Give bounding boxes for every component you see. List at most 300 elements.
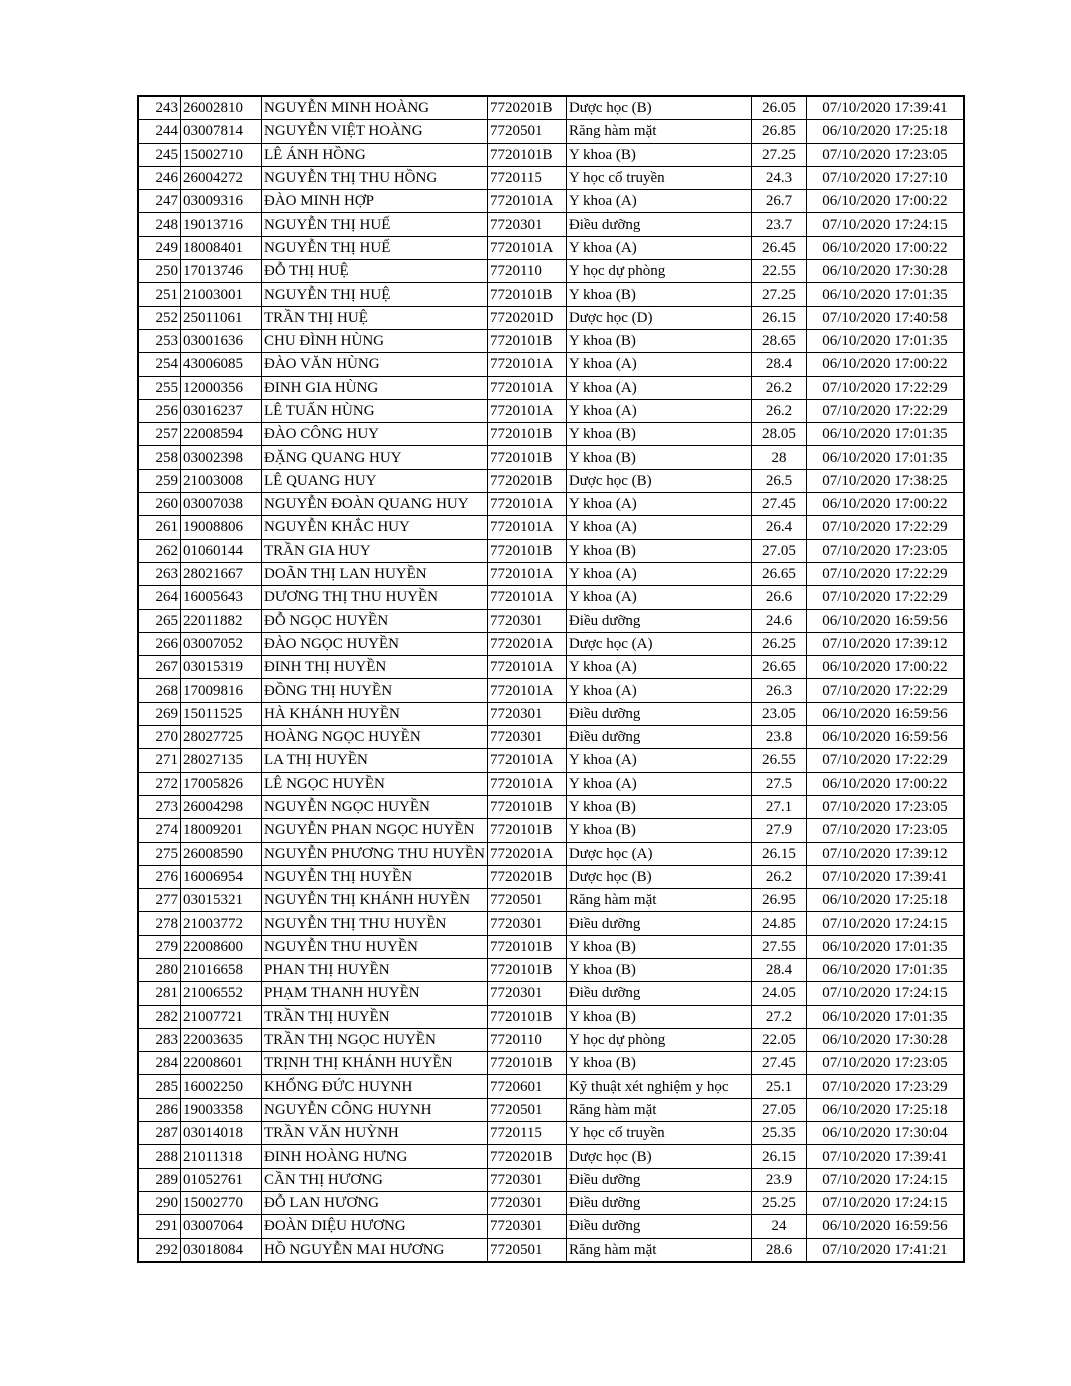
timestamp-cell: 06/10/2020 17:25:18 xyxy=(806,120,964,143)
major-name-cell: Y khoa (A) xyxy=(566,586,751,609)
score-cell: 26.45 xyxy=(751,236,806,259)
table-row xyxy=(138,376,964,399)
score-cell: 26.15 xyxy=(751,306,806,329)
timestamp-cell: 06/10/2020 16:59:56 xyxy=(806,609,964,632)
candidate-name-cell: NGUYỄN THỊ KHÁNH HUYỀN xyxy=(262,889,488,912)
candidate-name-cell: ĐỖ NGỌC HUYỀN xyxy=(262,609,488,632)
table-row xyxy=(138,306,964,329)
candidate-id-cell: 26008590 xyxy=(181,842,262,865)
row-number-cell: 250 xyxy=(138,260,181,283)
candidate-id-cell: 26004272 xyxy=(181,166,262,189)
table-row xyxy=(138,96,964,120)
score-cell: 26.4 xyxy=(751,516,806,539)
major-name-cell: Y khoa (B) xyxy=(566,1052,751,1075)
row-number-cell: 262 xyxy=(138,539,181,562)
candidate-id-cell: 17009816 xyxy=(181,679,262,702)
row-number-cell: 292 xyxy=(138,1238,181,1262)
major-code-cell: 7720101B xyxy=(487,935,566,958)
timestamp-cell: 07/10/2020 17:22:29 xyxy=(806,679,964,702)
timestamp-cell: 06/10/2020 17:01:35 xyxy=(806,1005,964,1028)
table-row xyxy=(138,935,964,958)
major-code-cell: 7720301 xyxy=(487,609,566,632)
score-cell: 23.8 xyxy=(751,726,806,749)
candidate-id-cell: 22003635 xyxy=(181,1028,262,1051)
major-name-cell: Y học dự phòng xyxy=(566,260,751,283)
row-number-cell: 287 xyxy=(138,1122,181,1145)
candidate-name-cell: DOÃN THỊ LAN HUYỀN xyxy=(262,562,488,585)
row-number-cell: 280 xyxy=(138,958,181,981)
candidate-id-cell: 01060144 xyxy=(181,539,262,562)
row-number-cell: 283 xyxy=(138,1028,181,1051)
major-name-cell: Răng hàm mặt xyxy=(566,120,751,143)
candidate-id-cell: 19008806 xyxy=(181,516,262,539)
score-cell: 24.6 xyxy=(751,609,806,632)
score-cell: 24.85 xyxy=(751,912,806,935)
score-cell: 26.7 xyxy=(751,190,806,213)
table-row xyxy=(138,726,964,749)
candidate-id-cell: 18008401 xyxy=(181,236,262,259)
major-code-cell: 7720101B xyxy=(487,446,566,469)
major-code-cell: 7720201B xyxy=(487,469,566,492)
table-row xyxy=(138,795,964,818)
candidate-name-cell: NGUYỄN THỊ THU HUYỀN xyxy=(262,912,488,935)
candidate-name-cell: ĐỒNG THỊ HUYỀN xyxy=(262,679,488,702)
score-cell: 27.45 xyxy=(751,493,806,516)
table-row xyxy=(138,586,964,609)
candidate-name-cell: TRẦN GIA HUY xyxy=(262,539,488,562)
table-row xyxy=(138,749,964,772)
table-row xyxy=(138,283,964,306)
row-number-cell: 254 xyxy=(138,353,181,376)
score-cell: 28.65 xyxy=(751,329,806,352)
timestamp-cell: 07/10/2020 17:23:05 xyxy=(806,539,964,562)
candidate-name-cell: CHU ĐÌNH HÙNG xyxy=(262,329,488,352)
score-cell: 23.7 xyxy=(751,213,806,236)
timestamp-cell: 07/10/2020 17:24:15 xyxy=(806,1168,964,1191)
major-code-cell: 7720301 xyxy=(487,1191,566,1214)
row-number-cell: 269 xyxy=(138,702,181,725)
candidate-id-cell: 17013746 xyxy=(181,260,262,283)
candidate-id-cell: 15002710 xyxy=(181,143,262,166)
table-row xyxy=(138,772,964,795)
major-name-cell: Y khoa (A) xyxy=(566,376,751,399)
candidate-name-cell: NGUYỄN MINH HOÀNG xyxy=(262,96,488,120)
candidate-name-cell: CẦN THỊ HƯƠNG xyxy=(262,1168,488,1191)
major-name-cell: Y khoa (A) xyxy=(566,772,751,795)
row-number-cell: 245 xyxy=(138,143,181,166)
timestamp-cell: 06/10/2020 17:01:35 xyxy=(806,329,964,352)
row-number-cell: 249 xyxy=(138,236,181,259)
candidate-id-cell: 21016658 xyxy=(181,958,262,981)
score-cell: 24.3 xyxy=(751,166,806,189)
major-code-cell: 7720301 xyxy=(487,1168,566,1191)
row-number-cell: 270 xyxy=(138,726,181,749)
candidate-id-cell: 03007052 xyxy=(181,632,262,655)
candidate-id-cell: 22008601 xyxy=(181,1052,262,1075)
table-row xyxy=(138,1098,964,1121)
table-row xyxy=(138,166,964,189)
timestamp-cell: 07/10/2020 17:39:12 xyxy=(806,632,964,655)
score-cell: 26.65 xyxy=(751,656,806,679)
major-code-cell: 7720301 xyxy=(487,982,566,1005)
candidate-id-cell: 21003008 xyxy=(181,469,262,492)
timestamp-cell: 06/10/2020 17:01:35 xyxy=(806,958,964,981)
major-code-cell: 7720101B xyxy=(487,958,566,981)
table-row xyxy=(138,516,964,539)
table-row xyxy=(138,632,964,655)
table-row xyxy=(138,353,964,376)
major-code-cell: 7720201A xyxy=(487,842,566,865)
row-number-cell: 244 xyxy=(138,120,181,143)
timestamp-cell: 06/10/2020 17:01:35 xyxy=(806,446,964,469)
major-name-cell: Y khoa (A) xyxy=(566,190,751,213)
major-name-cell: Răng hàm mặt xyxy=(566,889,751,912)
timestamp-cell: 06/10/2020 17:30:04 xyxy=(806,1122,964,1145)
timestamp-cell: 07/10/2020 17:22:29 xyxy=(806,749,964,772)
candidate-name-cell: NGUYỄN VIỆT HOÀNG xyxy=(262,120,488,143)
timestamp-cell: 07/10/2020 17:24:15 xyxy=(806,912,964,935)
major-name-cell: Điều dưỡng xyxy=(566,1215,751,1238)
major-code-cell: 7720301 xyxy=(487,213,566,236)
timestamp-cell: 06/10/2020 16:59:56 xyxy=(806,702,964,725)
table-body xyxy=(138,96,964,1262)
score-cell: 26.6 xyxy=(751,586,806,609)
score-cell: 26.2 xyxy=(751,865,806,888)
timestamp-cell: 07/10/2020 17:27:10 xyxy=(806,166,964,189)
candidate-name-cell: ĐỖ THỊ HUỆ xyxy=(262,260,488,283)
candidate-name-cell: TRỊNH THỊ KHÁNH HUYỀN xyxy=(262,1052,488,1075)
candidate-id-cell: 16006954 xyxy=(181,865,262,888)
table-row xyxy=(138,493,964,516)
table-row xyxy=(138,656,964,679)
timestamp-cell: 06/10/2020 17:30:28 xyxy=(806,260,964,283)
candidate-name-cell: NGUYỄN PHƯƠNG THU HUYỀN xyxy=(262,842,488,865)
candidate-name-cell: ĐINH HOÀNG HƯNG xyxy=(262,1145,488,1168)
score-cell: 27.2 xyxy=(751,1005,806,1028)
major-name-cell: Răng hàm mặt xyxy=(566,1238,751,1262)
score-cell: 27.9 xyxy=(751,819,806,842)
candidate-name-cell: ĐÀO MINH HỢP xyxy=(262,190,488,213)
candidate-id-cell: 28027135 xyxy=(181,749,262,772)
score-cell: 27.1 xyxy=(751,795,806,818)
table-row xyxy=(138,260,964,283)
candidate-id-cell: 21003001 xyxy=(181,283,262,306)
table-row xyxy=(138,889,964,912)
score-cell: 25.25 xyxy=(751,1191,806,1214)
candidate-id-cell: 03016237 xyxy=(181,399,262,422)
candidate-name-cell: NGUYỄN CÔNG HUYNH xyxy=(262,1098,488,1121)
score-cell: 27.45 xyxy=(751,1052,806,1075)
major-code-cell: 7720110 xyxy=(487,260,566,283)
row-number-cell: 282 xyxy=(138,1005,181,1028)
candidate-id-cell: 18009201 xyxy=(181,819,262,842)
timestamp-cell: 06/10/2020 17:01:35 xyxy=(806,935,964,958)
row-number-cell: 291 xyxy=(138,1215,181,1238)
candidate-name-cell: DƯƠNG THỊ THU HUYỀN xyxy=(262,586,488,609)
table-row xyxy=(138,1191,964,1214)
major-name-cell: Y khoa (B) xyxy=(566,423,751,446)
admission-list-table xyxy=(137,95,965,1263)
score-cell: 26.2 xyxy=(751,376,806,399)
table-row xyxy=(138,329,964,352)
score-cell: 26.85 xyxy=(751,120,806,143)
major-name-cell: Y khoa (A) xyxy=(566,562,751,585)
timestamp-cell: 06/10/2020 17:01:35 xyxy=(806,423,964,446)
candidate-name-cell: LA THỊ HUYỀN xyxy=(262,749,488,772)
timestamp-cell: 07/10/2020 17:41:21 xyxy=(806,1238,964,1262)
timestamp-cell: 06/10/2020 17:00:22 xyxy=(806,656,964,679)
row-number-cell: 284 xyxy=(138,1052,181,1075)
candidate-name-cell: ĐINH THỊ HUYỀN xyxy=(262,656,488,679)
major-name-cell: Y khoa (A) xyxy=(566,516,751,539)
major-name-cell: Y học cổ truyền xyxy=(566,166,751,189)
major-name-cell: Dược học (D) xyxy=(566,306,751,329)
table-row xyxy=(138,120,964,143)
major-name-cell: Y học dự phòng xyxy=(566,1028,751,1051)
candidate-id-cell: 03007038 xyxy=(181,493,262,516)
timestamp-cell: 07/10/2020 17:22:29 xyxy=(806,376,964,399)
major-name-cell: Y khoa (A) xyxy=(566,656,751,679)
table-row xyxy=(138,1215,964,1238)
candidate-id-cell: 22008600 xyxy=(181,935,262,958)
candidate-id-cell: 22008594 xyxy=(181,423,262,446)
table-row xyxy=(138,1052,964,1075)
row-number-cell: 265 xyxy=(138,609,181,632)
score-cell: 28.4 xyxy=(751,353,806,376)
timestamp-cell: 07/10/2020 17:24:15 xyxy=(806,982,964,1005)
candidate-id-cell: 15002770 xyxy=(181,1191,262,1214)
candidate-id-cell: 21011318 xyxy=(181,1145,262,1168)
table-row xyxy=(138,1168,964,1191)
candidate-name-cell: NGUYỄN THU HUYỀN xyxy=(262,935,488,958)
major-name-cell: Y khoa (B) xyxy=(566,446,751,469)
major-name-cell: Điều dưỡng xyxy=(566,1168,751,1191)
major-code-cell: 7720301 xyxy=(487,726,566,749)
candidate-id-cell: 15011525 xyxy=(181,702,262,725)
candidate-name-cell: NGUYỄN THỊ HUỆ xyxy=(262,283,488,306)
major-code-cell: 7720101B xyxy=(487,539,566,562)
table-row xyxy=(138,842,964,865)
major-name-cell: Y khoa (B) xyxy=(566,539,751,562)
candidate-id-cell: 03002398 xyxy=(181,446,262,469)
major-name-cell: Điều dưỡng xyxy=(566,702,751,725)
candidate-id-cell: 16005643 xyxy=(181,586,262,609)
table-row xyxy=(138,143,964,166)
score-cell: 27.25 xyxy=(751,283,806,306)
major-code-cell: 7720201B xyxy=(487,1145,566,1168)
candidate-id-cell: 01052761 xyxy=(181,1168,262,1191)
score-cell: 26.65 xyxy=(751,562,806,585)
major-name-cell: Y khoa (B) xyxy=(566,143,751,166)
candidate-name-cell: KHỔNG ĐỨC HUYNH xyxy=(262,1075,488,1098)
candidate-id-cell: 28027725 xyxy=(181,726,262,749)
score-cell: 26.15 xyxy=(751,842,806,865)
major-name-cell: Y khoa (A) xyxy=(566,236,751,259)
row-number-cell: 278 xyxy=(138,912,181,935)
timestamp-cell: 07/10/2020 17:23:05 xyxy=(806,795,964,818)
major-code-cell: 7720101A xyxy=(487,376,566,399)
table-row xyxy=(138,399,964,422)
table-row xyxy=(138,982,964,1005)
candidate-id-cell: 17005826 xyxy=(181,772,262,795)
candidate-name-cell: ĐOÀN DIỆU HƯƠNG xyxy=(262,1215,488,1238)
major-name-cell: Kỹ thuật xét nghiệm y học xyxy=(566,1075,751,1098)
timestamp-cell: 07/10/2020 17:39:12 xyxy=(806,842,964,865)
major-name-cell: Y khoa (A) xyxy=(566,493,751,516)
row-number-cell: 261 xyxy=(138,516,181,539)
score-cell: 24 xyxy=(751,1215,806,1238)
score-cell: 27.05 xyxy=(751,539,806,562)
row-number-cell: 290 xyxy=(138,1191,181,1214)
major-name-cell: Y khoa (B) xyxy=(566,958,751,981)
candidate-name-cell: ĐỖ LAN HƯƠNG xyxy=(262,1191,488,1214)
major-name-cell: Điều dưỡng xyxy=(566,726,751,749)
major-code-cell: 7720110 xyxy=(487,1028,566,1051)
timestamp-cell: 06/10/2020 17:01:35 xyxy=(806,283,964,306)
table-row xyxy=(138,679,964,702)
major-name-cell: Dược học (B) xyxy=(566,469,751,492)
major-code-cell: 7720301 xyxy=(487,912,566,935)
major-name-cell: Y khoa (A) xyxy=(566,353,751,376)
score-cell: 28.4 xyxy=(751,958,806,981)
candidate-name-cell: LÊ NGỌC HUYỀN xyxy=(262,772,488,795)
major-name-cell: Dược học (B) xyxy=(566,1145,751,1168)
candidate-id-cell: 22011882 xyxy=(181,609,262,632)
major-name-cell: Dược học (B) xyxy=(566,96,751,120)
row-number-cell: 264 xyxy=(138,586,181,609)
major-code-cell: 7720101B xyxy=(487,1005,566,1028)
major-name-cell: Y khoa (A) xyxy=(566,679,751,702)
candidate-id-cell: 12000356 xyxy=(181,376,262,399)
major-code-cell: 7720101A xyxy=(487,656,566,679)
score-cell: 27.05 xyxy=(751,1098,806,1121)
candidate-id-cell: 03015321 xyxy=(181,889,262,912)
major-code-cell: 7720101A xyxy=(487,236,566,259)
score-cell: 28.05 xyxy=(751,423,806,446)
major-code-cell: 7720201B xyxy=(487,865,566,888)
score-cell: 24.05 xyxy=(751,982,806,1005)
major-code-cell: 7720501 xyxy=(487,1098,566,1121)
major-code-cell: 7720101A xyxy=(487,679,566,702)
row-number-cell: 288 xyxy=(138,1145,181,1168)
row-number-cell: 255 xyxy=(138,376,181,399)
candidate-id-cell: 26004298 xyxy=(181,795,262,818)
candidate-name-cell: NGUYỄN KHẮC HUY xyxy=(262,516,488,539)
row-number-cell: 266 xyxy=(138,632,181,655)
major-code-cell: 7720101A xyxy=(487,562,566,585)
table-row xyxy=(138,958,964,981)
candidate-name-cell: NGUYỄN PHAN NGỌC HUYỀN xyxy=(262,819,488,842)
candidate-name-cell: NGUYỄN THỊ HUẾ xyxy=(262,213,488,236)
timestamp-cell: 06/10/2020 17:00:22 xyxy=(806,772,964,795)
major-code-cell: 7720101B xyxy=(487,423,566,446)
table-row xyxy=(138,423,964,446)
candidate-id-cell: 21007721 xyxy=(181,1005,262,1028)
candidate-name-cell: ĐÀO VĂN HÙNG xyxy=(262,353,488,376)
row-number-cell: 276 xyxy=(138,865,181,888)
candidate-name-cell: TRẦN THỊ HUỆ xyxy=(262,306,488,329)
timestamp-cell: 07/10/2020 17:23:05 xyxy=(806,1052,964,1075)
row-number-cell: 273 xyxy=(138,795,181,818)
score-cell: 26.15 xyxy=(751,1145,806,1168)
timestamp-cell: 07/10/2020 17:22:29 xyxy=(806,516,964,539)
major-name-cell: Điều dưỡng xyxy=(566,912,751,935)
timestamp-cell: 07/10/2020 17:39:41 xyxy=(806,96,964,120)
table-row xyxy=(138,609,964,632)
candidate-name-cell: NGUYỄN ĐOÀN QUANG HUY xyxy=(262,493,488,516)
major-name-cell: Điều dưỡng xyxy=(566,609,751,632)
row-number-cell: 263 xyxy=(138,562,181,585)
table-row xyxy=(138,1028,964,1051)
major-code-cell: 7720101B xyxy=(487,795,566,818)
major-code-cell: 7720101A xyxy=(487,772,566,795)
row-number-cell: 253 xyxy=(138,329,181,352)
table-row xyxy=(138,446,964,469)
row-number-cell: 243 xyxy=(138,96,181,120)
score-cell: 26.5 xyxy=(751,469,806,492)
major-code-cell: 7720501 xyxy=(487,1238,566,1262)
candidate-id-cell: 26002810 xyxy=(181,96,262,120)
candidate-name-cell: NGUYỄN THỊ HUẾ xyxy=(262,236,488,259)
row-number-cell: 274 xyxy=(138,819,181,842)
major-name-cell: Răng hàm mặt xyxy=(566,1098,751,1121)
timestamp-cell: 07/10/2020 17:22:29 xyxy=(806,399,964,422)
score-cell: 25.1 xyxy=(751,1075,806,1098)
major-code-cell: 7720601 xyxy=(487,1075,566,1098)
candidate-id-cell: 19013716 xyxy=(181,213,262,236)
timestamp-cell: 07/10/2020 17:39:41 xyxy=(806,865,964,888)
candidate-id-cell: 21003772 xyxy=(181,912,262,935)
timestamp-cell: 06/10/2020 17:25:18 xyxy=(806,889,964,912)
major-name-cell: Điều dưỡng xyxy=(566,982,751,1005)
candidate-name-cell: NGUYỄN THỊ HUYỀN xyxy=(262,865,488,888)
candidate-name-cell: LÊ TUẤN HÙNG xyxy=(262,399,488,422)
row-number-cell: 248 xyxy=(138,213,181,236)
candidate-id-cell: 03009316 xyxy=(181,190,262,213)
row-number-cell: 259 xyxy=(138,469,181,492)
major-name-cell: Y khoa (B) xyxy=(566,283,751,306)
row-number-cell: 271 xyxy=(138,749,181,772)
table-row xyxy=(138,912,964,935)
row-number-cell: 256 xyxy=(138,399,181,422)
table-row xyxy=(138,819,964,842)
major-code-cell: 7720501 xyxy=(487,120,566,143)
candidate-id-cell: 25011061 xyxy=(181,306,262,329)
timestamp-cell: 07/10/2020 17:23:05 xyxy=(806,143,964,166)
score-cell: 26.2 xyxy=(751,399,806,422)
major-code-cell: 7720101A xyxy=(487,353,566,376)
major-name-cell: Dược học (B) xyxy=(566,865,751,888)
row-number-cell: 286 xyxy=(138,1098,181,1121)
major-name-cell: Điều dưỡng xyxy=(566,213,751,236)
score-cell: 26.55 xyxy=(751,749,806,772)
timestamp-cell: 06/10/2020 17:00:22 xyxy=(806,236,964,259)
timestamp-cell: 06/10/2020 17:00:22 xyxy=(806,493,964,516)
candidate-name-cell: PHAN THỊ HUYỀN xyxy=(262,958,488,981)
candidate-name-cell: PHẠM THANH HUYỀN xyxy=(262,982,488,1005)
timestamp-cell: 07/10/2020 17:24:15 xyxy=(806,1191,964,1214)
candidate-name-cell: TRẦN THỊ NGỌC HUYỀN xyxy=(262,1028,488,1051)
table-row xyxy=(138,1122,964,1145)
timestamp-cell: 07/10/2020 17:23:05 xyxy=(806,819,964,842)
major-code-cell: 7720101B xyxy=(487,329,566,352)
row-number-cell: 257 xyxy=(138,423,181,446)
row-number-cell: 246 xyxy=(138,166,181,189)
candidate-id-cell: 28021667 xyxy=(181,562,262,585)
row-number-cell: 251 xyxy=(138,283,181,306)
candidate-id-cell: 03018084 xyxy=(181,1238,262,1262)
score-cell: 22.05 xyxy=(751,1028,806,1051)
